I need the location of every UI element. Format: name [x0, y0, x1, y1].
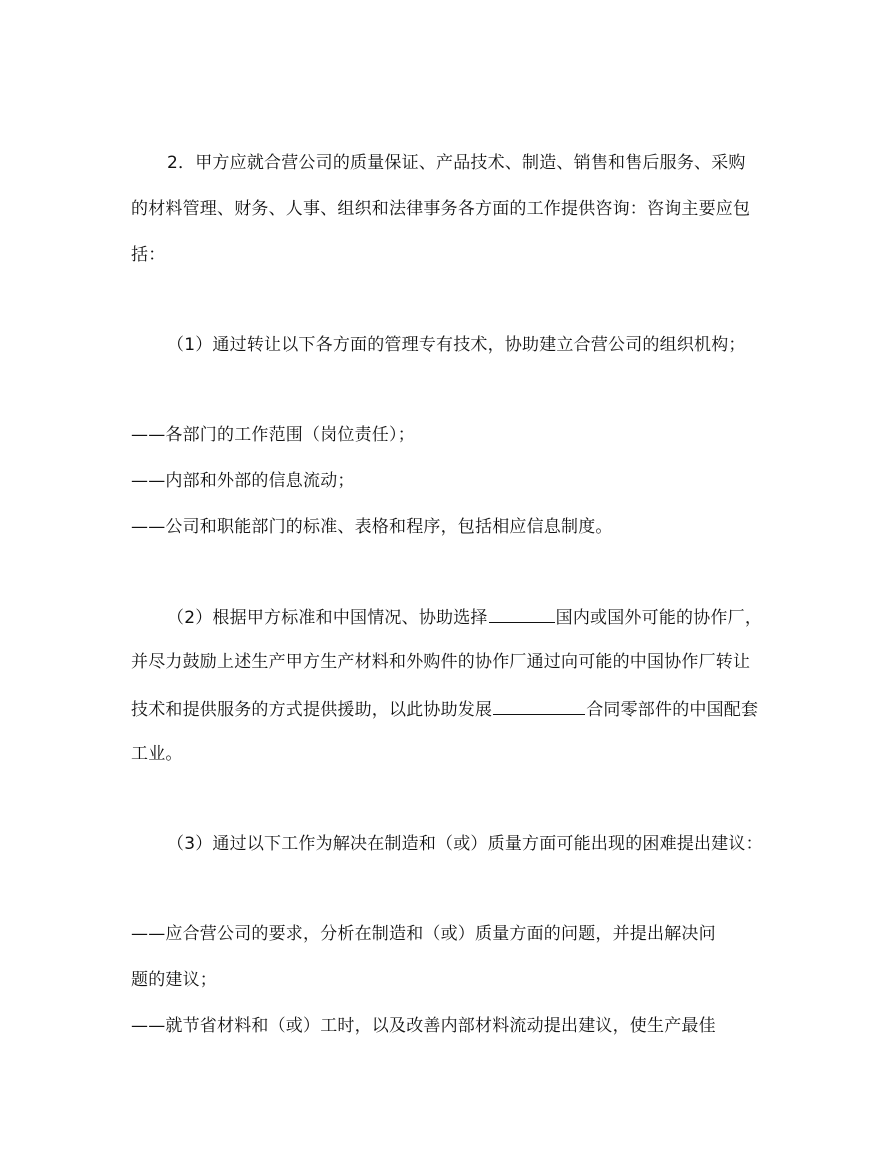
- bullet-1-2: ——内部和外部的信息流动；: [131, 471, 355, 491]
- fill-in-blank-2: [493, 696, 585, 715]
- paragraph-2-line-2: 的材料管理、财务、人事、组织和法律事务各方面的工作提供咨询：咨询主要应包: [131, 199, 751, 219]
- item-2-line-3-b: 合同零部件的中国配套: [586, 700, 759, 720]
- item-2-line-3-a: 技术和提供服务的方式提供援助，以此协助发展: [131, 700, 493, 720]
- bullet-1-3: ——公司和职能部门的标准、表格和程序，包括相应信息制度。: [131, 517, 613, 537]
- item-1-line-1: （1）通过转让以下各方面的管理专有技术，协助建立合营公司的组织机构；: [167, 335, 746, 355]
- bullet-1-1: ——各部门的工作范围（岗位责任）；: [131, 425, 415, 445]
- bullet-2-1-line-2: 题的建议；: [131, 970, 217, 990]
- item-3-line-1: （3）通过以下工作为解决在制造和（或）质量方面可能出现的困难提出建议：: [167, 834, 763, 854]
- item-2-line-4: 工业。: [131, 744, 183, 764]
- paragraph-2-line-1: 2．甲方应就合营公司的质量保证、产品技术、制造、销售和售后服务、采购: [167, 153, 746, 173]
- item-2-line-1-b: 国内或国外可能的协作厂，: [555, 608, 763, 628]
- bullet-2-1-line-1: ——应合营公司的要求，分析在制造和（或）质量方面的问题，并提出解决问: [131, 924, 716, 944]
- fill-in-blank-1: [489, 604, 555, 623]
- item-2-line-1: [167, 604, 807, 630]
- item-2-line-2: 并尽力鼓励上述生产甲方生产材料和外购件的协作厂通过向可能的中国协作厂转让: [131, 652, 751, 672]
- item-2-line-1-a: （2）根据甲方标准和中国情况、协助选择: [167, 608, 488, 628]
- paragraph-2-line-3: 括：: [131, 245, 166, 265]
- bullet-2-2-line-1: ——就节省材料和（或）工时，以及改善内部材料流动提出建议，使生产最佳: [131, 1016, 716, 1036]
- item-2-line-3: [131, 696, 771, 722]
